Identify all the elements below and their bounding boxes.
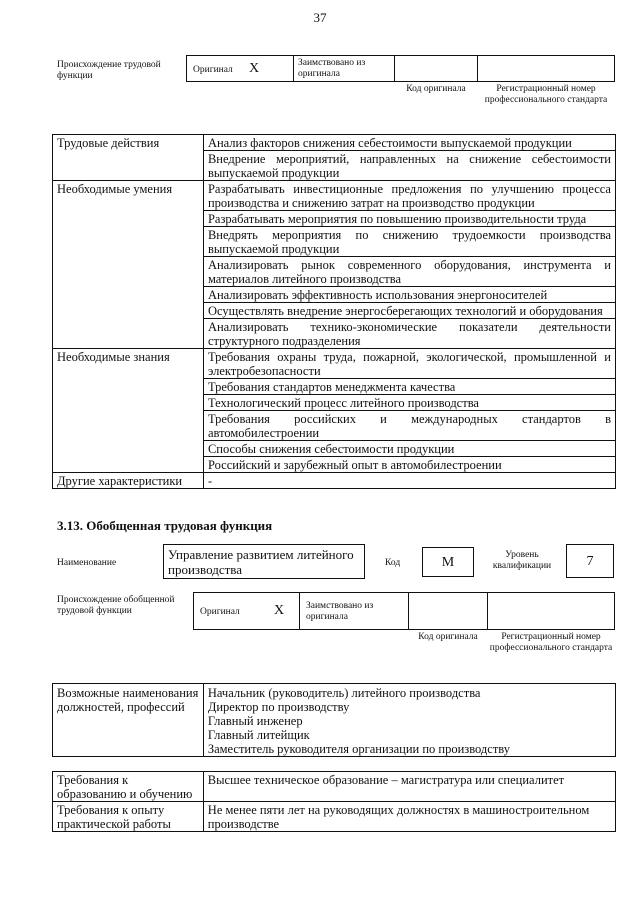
origin-borrowed-label: Заимствовано из оригинала xyxy=(298,58,366,79)
skill-item: Разрабатывать мероприятия по повышению производительности труда xyxy=(203,211,615,227)
page-number: 37 xyxy=(313,10,327,25)
table-row xyxy=(53,802,616,832)
table-row xyxy=(53,772,616,802)
knowledge-item: Требования охраны труда, пожарной, экологической, промышленной и электробезопасности xyxy=(203,349,615,379)
name-value: Управление развитием литейного производства xyxy=(163,544,365,579)
code-label: Код xyxy=(385,558,401,568)
origin2-borrowed-cell xyxy=(299,592,409,630)
knowledge-item: Технологический процесс литейного производства xyxy=(203,395,615,411)
origin2-label: Происхождение обобщенной трудовой функции xyxy=(57,595,175,616)
origin2-reg-label: Регистрационный номер профессионального стандарта xyxy=(489,632,613,653)
origin2-original-label: Оригинал xyxy=(200,607,240,617)
positions-list xyxy=(203,684,615,757)
skill-item: Анализировать рынок современного оборудования, инструмента и материалов литейного производства xyxy=(203,257,615,287)
requirements-table xyxy=(52,771,616,832)
skill-item: Внедрять мероприятия по снижению трудоемкости производства выпускаемой продукции xyxy=(203,227,615,257)
position-item: Главный литейщик xyxy=(207,728,310,742)
knowledge-item: Способы снижения себестоимости продукции xyxy=(203,441,615,457)
origin-label: Происхождение трудовой функции xyxy=(57,60,161,81)
position-item: Директор по производству xyxy=(207,700,350,714)
knowledge-item: Требования стандартов менеджмента качества xyxy=(203,379,615,395)
action-item: Внедрение мероприятий, направленных на снижение себестоимости выпускаемой продукции xyxy=(203,151,615,181)
position-item: Главный инженер xyxy=(207,714,303,728)
level-value: 7 xyxy=(566,544,614,578)
origin-reg-cell xyxy=(477,55,615,82)
origin-code-label: Код оригинала xyxy=(406,84,466,94)
knowledge-item: Требования российских и международных стандартов в автомобилестроении xyxy=(203,411,615,441)
table-row xyxy=(53,684,616,757)
origin-borrowed-cell xyxy=(293,55,395,82)
exp-label: Требования к опыту практической работы xyxy=(53,802,204,832)
positions-label: Возможные наименования должностей, профессий xyxy=(53,684,204,757)
origin-code-cell xyxy=(394,55,478,82)
origin2-code-cell xyxy=(408,592,488,630)
origin2-reg-cell xyxy=(487,592,615,630)
origin2-original-cell xyxy=(193,592,300,630)
position-item: Начальник (руководитель) литейного производства xyxy=(207,686,481,700)
knowledge-label: Необходимые знания xyxy=(53,349,204,473)
skill-item: Осуществлять внедрение энергосберегающих технологий и оборудования xyxy=(203,303,615,319)
skill-item: Анализировать технико-экономические показатели деятельности структурного подразделения xyxy=(203,319,615,349)
skill-item: Разрабатывать инвестиционные предложения по улучшению процесса производства и снижению затрат на производство продукции xyxy=(203,181,615,211)
section-title: 3.13. Обобщенная трудовая функция xyxy=(57,518,273,533)
positions-table xyxy=(52,683,616,757)
origin-original-cell xyxy=(186,55,294,82)
knowledge-item: Российский и зарубежный опыт в автомобилестроении xyxy=(203,457,615,473)
edu-label: Требования к образованию и обучению xyxy=(53,772,204,802)
position-item: Заместитель руководителя организации по производству xyxy=(207,742,511,756)
table-row xyxy=(53,349,616,379)
origin-reg-label: Регистрационный номер профессионального стандарта xyxy=(484,84,608,105)
origin2-borrowed-label: Заимствовано из оригинала xyxy=(306,601,374,622)
other-label: Другие характеристики xyxy=(53,473,204,489)
origin-original-label: Оригинал xyxy=(193,65,233,75)
skills-label: Необходимые умения xyxy=(53,181,204,349)
table-row xyxy=(53,181,616,211)
name-label: Наименование xyxy=(57,558,117,568)
actions-label: Трудовые действия xyxy=(53,135,204,181)
edu-value: Высшее техническое образование – магистратура или специалитет xyxy=(203,772,615,802)
exp-value: Не менее пяти лет на руководящих должностях в машиностроительном производстве xyxy=(203,802,615,832)
code-value: M xyxy=(422,547,474,577)
level-label: Уровень квалификации xyxy=(492,550,552,571)
labor-function-table xyxy=(52,134,616,489)
origin2-mark: X xyxy=(274,603,285,618)
action-item: Анализ факторов снижения себестоимости выпускаемой продукции xyxy=(203,135,615,151)
skill-item: Анализировать эффективность использования энергоносителей xyxy=(203,287,615,303)
origin2-code-label: Код оригинала xyxy=(418,632,478,642)
table-row xyxy=(53,135,616,151)
other-value: - xyxy=(203,473,615,489)
origin-mark: X xyxy=(249,61,260,76)
table-row xyxy=(53,473,616,489)
